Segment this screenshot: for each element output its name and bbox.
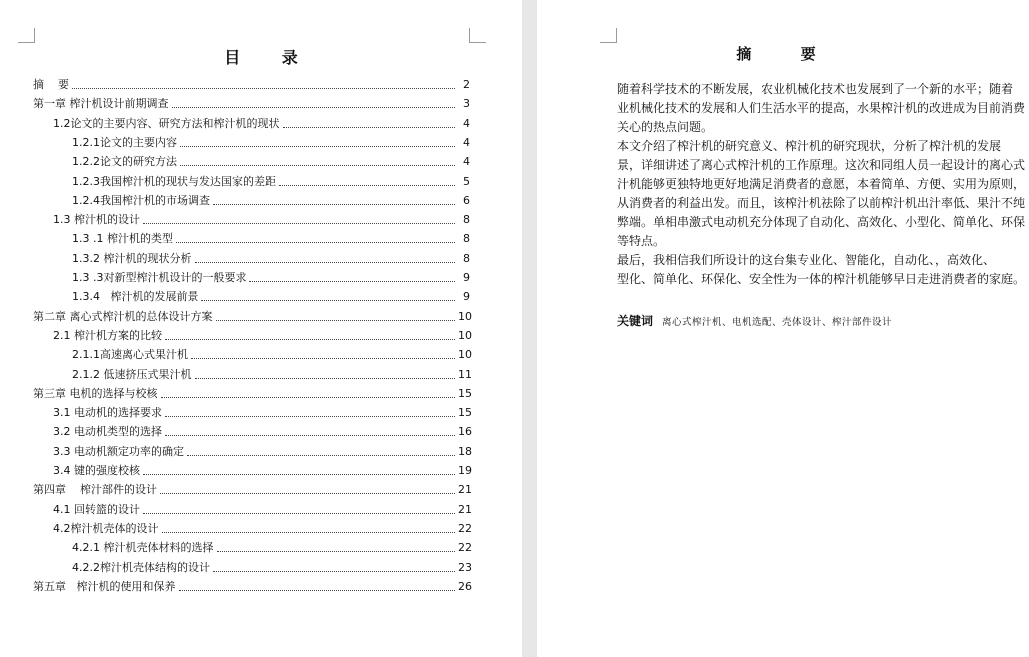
toc-entry-page: 8	[463, 251, 470, 265]
toc-leader-dots	[187, 454, 455, 456]
toc-entry-page: 23	[458, 560, 472, 574]
toc-entry-label: 1.2.1论文的主要内容	[72, 135, 177, 149]
toc-entry-label: 2.1 榨汁机方案的比较	[53, 328, 162, 342]
toc-entry[interactable]	[33, 479, 470, 497]
toc-entry[interactable]	[72, 286, 470, 304]
toc-entry-page: 10	[458, 348, 472, 362]
toc-entry[interactable]	[72, 344, 470, 362]
toc-entry-page: 9	[463, 271, 470, 284]
abstract-line: 从消费者的利益出发。而且，该榨汁机祛除了以前榨汁机出汁率低、果汁不纯	[617, 196, 1026, 210]
toc-entry-label: 4.1 回转篮的设计	[53, 502, 140, 516]
toc-leader-dots	[143, 473, 455, 475]
toc-entry-page: 8	[463, 232, 470, 246]
toc-leader-dots	[161, 396, 456, 398]
toc-leader-dots	[179, 589, 456, 591]
toc-entry-label: 2.1.1高速离心式果汁机	[72, 348, 188, 362]
toc-entry-label: 第五章 榨汁机的使用和保养	[33, 579, 176, 593]
toc-entry-page: 15	[458, 406, 472, 420]
toc-leader-dots	[165, 338, 455, 340]
toc-leader-dots	[165, 415, 455, 417]
toc-entry[interactable]	[72, 267, 470, 285]
toc-entry[interactable]	[53, 209, 470, 227]
toc-entry[interactable]	[72, 190, 470, 208]
toc-entry-page: 11	[458, 367, 472, 381]
toc-entry-label: 第一章 榨汁机设计前期调查	[33, 97, 169, 111]
toc-entry-page: 10	[458, 309, 472, 323]
toc-leader-dots	[143, 222, 455, 224]
corner-mark	[18, 28, 35, 43]
toc-entry-page: 9	[463, 290, 470, 304]
toc-entry[interactable]	[53, 499, 470, 517]
keywords-label: 关键词	[617, 314, 654, 328]
toc-entry-page: 10	[458, 328, 472, 342]
toc-leader-dots	[213, 570, 455, 572]
toc-entry-label: 1.3 .1 榨汁机的类型	[72, 232, 173, 246]
toc-leader-dots	[283, 126, 456, 128]
toc-leader-dots	[195, 261, 456, 263]
toc-entry-label: 摘 要	[33, 78, 69, 91]
toc-entry[interactable]	[53, 113, 470, 131]
corner-mark	[600, 28, 617, 43]
toc-entry-label: 1.2.4我国榨汁机的市场调查	[72, 193, 210, 207]
toc-entry-page: 8	[463, 213, 470, 227]
toc-leader-dots	[180, 145, 455, 147]
toc-entry-label: 4.2榨汁机壳体的设计	[53, 521, 159, 535]
toc-entry-page: 22	[458, 541, 472, 555]
toc-entry-page: 2	[463, 78, 470, 91]
toc-entry-label: 4.2.2榨汁机壳体结构的设计	[72, 560, 210, 574]
toc-entry-label: 1.2.3我国榨汁机的现状与发达国家的差距	[72, 174, 276, 188]
toc-entry-label: 第三章 电机的选择与校核	[33, 386, 158, 400]
abstract-line: 本文介绍了榨汁机的研究意义、榨汁机的研究现状，分析了榨汁机的发展	[617, 139, 1002, 153]
abstract-line: 关心的热点问题。	[617, 120, 714, 134]
toc-entry-label: 1.2.2论文的研究方法	[72, 155, 177, 169]
toc-entry-label: 1.3 榨汁机的设计	[53, 213, 140, 227]
toc-entry[interactable]	[72, 364, 470, 382]
abstract-page	[537, 0, 1029, 657]
abstract-line: 随着科学技术的不断发展，农业机械化技术也发展到了一个新的水平；随着	[617, 82, 1014, 96]
toc-leader-dots	[176, 241, 455, 243]
toc-leader-dots	[180, 164, 455, 166]
toc-entry-label: 第四章 榨汁部件的设计	[33, 483, 157, 497]
toc-entry[interactable]	[33, 576, 470, 594]
toc-entry-page: 16	[458, 425, 472, 439]
toc-leader-dots	[72, 87, 455, 89]
toc-entry-label: 3.2 电动机类型的选择	[53, 425, 162, 439]
toc-leader-dots	[191, 357, 455, 359]
toc-entry-label: 3.3 电动机额定功率的确定	[53, 444, 184, 458]
toc-entry[interactable]	[33, 74, 470, 92]
toc-leader-dots	[195, 377, 456, 379]
toc-entry-page: 4	[463, 116, 470, 130]
toc-entry[interactable]	[72, 537, 470, 555]
toc-entry-page: 5	[463, 174, 470, 188]
toc-leader-dots	[213, 203, 455, 205]
toc-entry-label: 第二章 离心式榨汁机的总体设计方案	[33, 309, 213, 323]
toc-entry[interactable]	[33, 306, 470, 324]
toc-entry[interactable]	[53, 460, 470, 478]
toc-entry[interactable]	[72, 151, 470, 169]
toc-leader-dots	[249, 280, 455, 282]
toc-entry-page: 6	[463, 193, 470, 207]
toc-entry[interactable]	[53, 402, 470, 420]
toc-entry[interactable]	[72, 171, 470, 189]
abstract-line: 最后，我相信我们所设计的这台集专业化、智能化，自动化、，高效化、	[617, 253, 996, 267]
toc-entry-page: 3	[463, 97, 470, 111]
toc-entry-label: 2.1.2 低速挤压式果汁机	[72, 367, 192, 381]
toc-leader-dots	[279, 184, 455, 186]
toc-entry[interactable]	[72, 132, 470, 150]
toc-entry-label: 3.4 键的强度校核	[53, 464, 140, 477]
toc-entry[interactable]	[53, 325, 470, 343]
toc-entry-page: 15	[458, 386, 472, 400]
toc-leader-dots	[165, 434, 455, 436]
toc-leader-dots	[160, 492, 455, 494]
toc-leader-dots	[217, 550, 456, 552]
corner-mark	[469, 28, 486, 43]
toc-entry[interactable]	[53, 441, 470, 459]
abstract-title: 摘 要	[736, 45, 838, 63]
toc-entry-page: 4	[463, 155, 470, 169]
toc-leader-dots	[216, 319, 456, 321]
toc-entry-label: 1.3.2 榨汁机的现状分析	[72, 251, 192, 265]
toc-entry-label: 3.1 电动机的选择要求	[53, 406, 162, 420]
toc-entry-page: 26	[458, 579, 472, 593]
toc-entry-page: 21	[458, 483, 472, 497]
toc-entry-label: 1.3 .3对新型榨汁机设计的一般要求	[72, 271, 247, 284]
toc-entry-label: 4.2.1 榨汁机壳体材料的选择	[72, 541, 214, 555]
toc-leader-dots	[143, 512, 455, 514]
abstract-line: 型化、简单化、环保化、安全性为一体的榨汁机能够早日走进消费者的家庭。	[617, 272, 1026, 286]
toc-leader-dots	[201, 299, 455, 301]
toc-entry-label: 1.3.4 榨汁机的发展前景	[72, 290, 199, 304]
abstract-line: 景，详细讲述了离心式榨汁机的工作原理。这次和同组人员一起设计的离心式	[617, 158, 1026, 172]
toc-entry-label: 1.2论文的主要内容、研究方法和榨汁机的现状	[53, 116, 280, 130]
abstract-line: 等特点。	[617, 234, 666, 248]
toc-entry[interactable]	[33, 93, 470, 111]
toc-entry[interactable]	[53, 518, 470, 536]
keywords-text: 离心式榨汁机、电机选配、壳体设计、榨汁部件设计	[662, 317, 893, 328]
toc-entry-page: 21	[458, 502, 472, 516]
toc-entry[interactable]	[72, 557, 470, 575]
toc-entry-page: 4	[463, 135, 470, 149]
toc-entry-page: 18	[458, 444, 472, 458]
toc-title: 目 录	[224, 48, 316, 67]
abstract-line: 业机械化技术的发展和人们生活水平的提高，水果榨汁机的改进成为目前消费	[617, 101, 1026, 115]
toc-entry-page: 22	[458, 521, 472, 535]
toc-entry[interactable]	[72, 228, 470, 246]
abstract-line: 弊端。单相串激式电动机充分体现了自动化、高效化、小型化、简单化、环保	[617, 215, 1026, 229]
abstract-line: 汁机能够更独特地更好地满足消费者的意愿，本着简单、方便、实用为原则，	[617, 177, 1026, 191]
toc-entry-page: 19	[458, 464, 472, 477]
toc-entry[interactable]	[33, 383, 470, 401]
toc-entry[interactable]	[53, 421, 470, 439]
toc-leader-dots	[162, 531, 456, 533]
toc-leader-dots	[172, 106, 456, 108]
toc-entry[interactable]	[72, 248, 470, 266]
